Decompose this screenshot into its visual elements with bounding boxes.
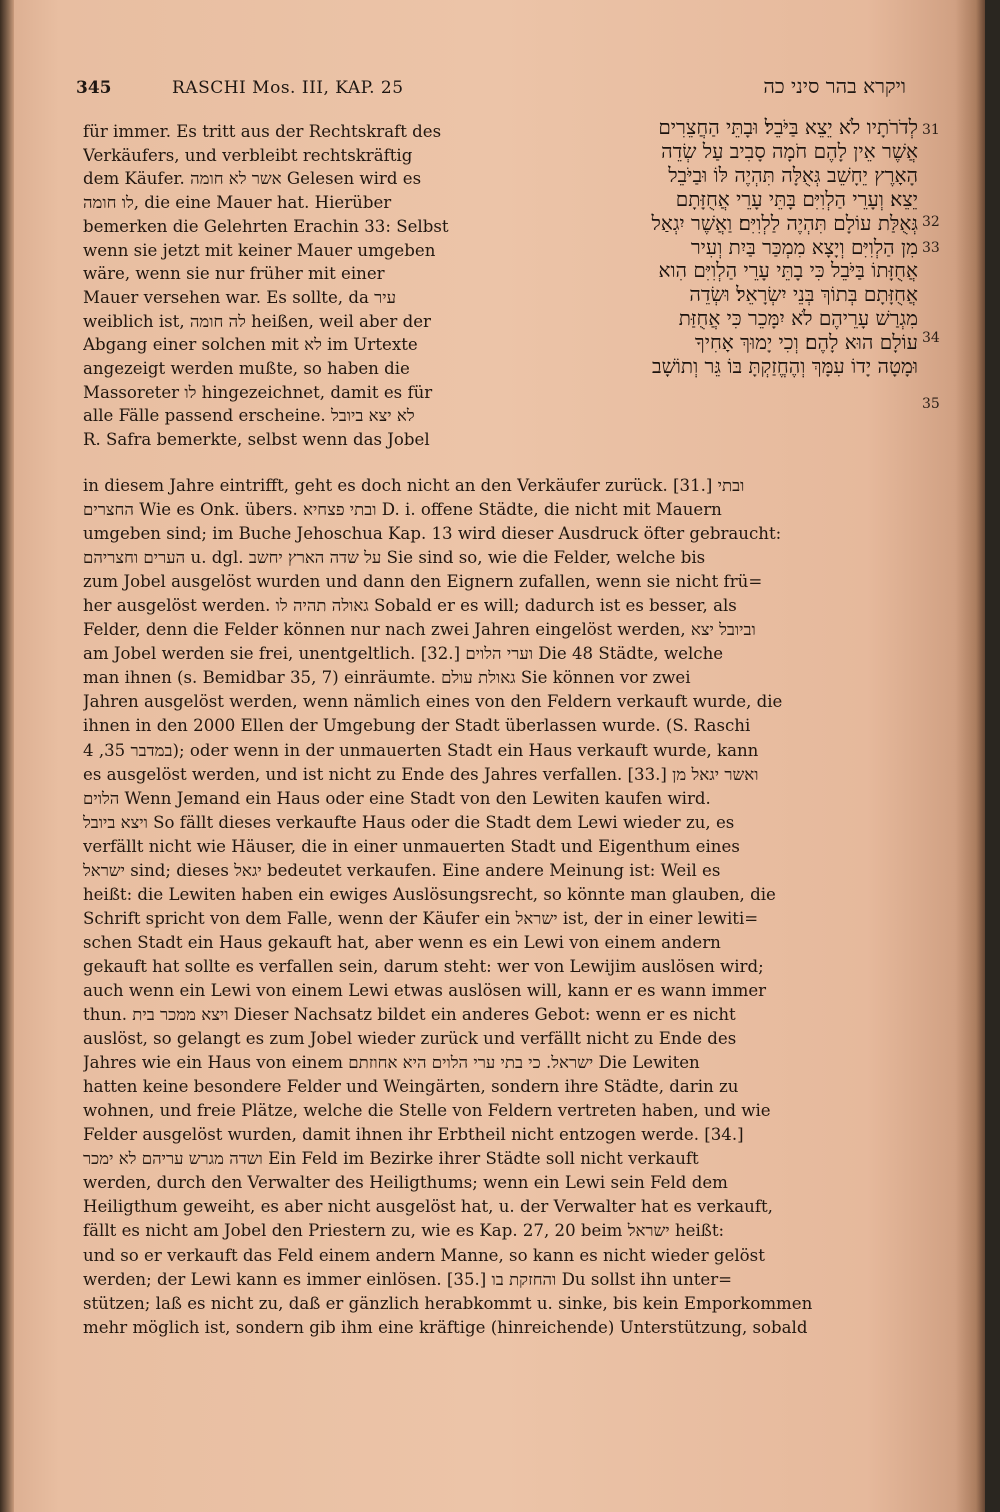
book-spine	[0, 0, 14, 1512]
commentary-line: auslöst, so gelangt es zum Jobel wieder zurück und verfällt nicht zu Ende des	[83, 1029, 737, 1049]
commentary-line: stützen; laß es nicht zu, daß er gänzlich herabkommt u. sinke, bis kein Emporkommen	[83, 1293, 813, 1313]
hebrew-line: הָאָרֶץ יֵחָשֵׁב גְּאֻלָּה תִּהְיֶה לּוֹ וּבַיֹּבֵל	[668, 163, 918, 187]
commentary-line: Felder, denn die Felder können nur nach zwei Jahren eingelöst werden, וביובל יצא	[83, 620, 756, 640]
commentary-line: Mauer versehen war. Es sollte, da עיר	[83, 287, 397, 307]
commentary-line: heißt: die Lewiten haben ein ewiges Auslösungsrecht, so könnte man glauben, die	[83, 884, 776, 904]
commentary-line: für immer. Es tritt aus der Rechtskraft des	[83, 122, 442, 141]
commentary-line: verfällt nicht wie Häuser, die in einer unmauerten Stadt und Eigenthum eines	[83, 836, 740, 856]
commentary-line: Jahren ausgelöst werden, wenn nämlich eines von den Feldern verkauft wurde, die	[83, 692, 783, 712]
hebrew-line: אֲחֻזָּתוֹ בַּיֹּבֵל כִּי בָתֵּי עָרֵי הַלְוִיִּם הִוא	[658, 259, 918, 283]
commentary-line: gekauft hat sollte es verfallen sein, darum steht: wer von Lewijim auslösen wird;	[83, 956, 764, 976]
commentary-line: her ausgelöst werden. גאולה תהיה לו Sobald er es will; dadurch ist es besser, als	[83, 596, 737, 616]
commentary-line: לו חומה, die eine Mauer hat. Hierüber	[83, 193, 392, 213]
hebrew-text-column	[518, 116, 918, 379]
commentary-line: umgeben sind; im Buche Jehoschua Kap. 13 wird dieser Ausdruck öfter gebraucht:	[83, 524, 782, 544]
commentary-line: Felder ausgelöst wurden, damit ihnen ihr Erbtheil nicht entzogen werde. [34.]	[83, 1125, 744, 1145]
verse-number: 32	[922, 214, 940, 230]
hebrew-line: אֲחֻזָּתָם בְּתוֹךְ בְּנֵי יִשְׂרָאֵל׃ וּשְׂדֵה	[689, 283, 918, 307]
commentary-line: הלוים Wenn Jemand ein Haus oder eine Stadt von den Lewiten kaufen wird.	[83, 788, 711, 808]
commentary-line: werden; der Lewi kann es immer einlösen. [35.] והחזקת בו Du sollst ihn unter=	[83, 1269, 733, 1289]
verse-number: 31	[922, 122, 940, 138]
commentary-line: Jahres wie ein Haus von einem ישראל. כי בתי ערי הלוים היא אחוזתם Die Lewiten	[83, 1053, 700, 1073]
verse-number: 34	[922, 330, 940, 346]
commentary-line: und so er verkauft das Feld einem andern Manne, so kann es nicht wieder gelöst	[83, 1245, 765, 1265]
verse-number: 33	[922, 240, 940, 256]
running-header	[76, 72, 926, 104]
hebrew-line: מִן הַלְוִיִּם וְיָצָא מִמְכַּר בַּיִת וְעִיר	[690, 235, 918, 259]
commentary-line: fällt es nicht am Jobel den Priestern zu, wie es Kap. 27, 20 beim ישראל heißt:	[83, 1221, 725, 1241]
commentary-line: dem Käufer. אשר לא חומה Gelesen wird es	[83, 169, 422, 189]
commentary-line: werden, durch den Verwalter des Heiligthums; wenn ein Lewi sein Feld dem	[83, 1173, 728, 1193]
commentary-line: Heiligthum geweiht, es aber nicht ausgelöst hat, u. der Verwalter hat es verkauft,	[83, 1197, 773, 1217]
hebrew-line: וּמָטָה יָדוֹ עִמָּךְ וְהֶחֱזַקְתָּ בּוֹ גֵּר וְתוֹשָׁב	[651, 355, 918, 379]
commentary-line: הערים וחצריהם u. dgl. על שדה הארץ יחשב Sie sind so, wie die Felder, welche bis	[83, 548, 706, 568]
commentary-line: zum Jobel ausgelöst wurden und dann den Eignern zufallen, wenn sie nicht frü=	[83, 572, 763, 592]
commentary-line: alle Fälle passend erscheine. לא יצא ביובל	[83, 406, 415, 426]
running-title: RASCHI Mos. III, KAP. 25	[172, 78, 404, 98]
verse-number: 35	[922, 396, 940, 412]
hebrew-line: מִגְרַשׁ עָרֵיהֶם לֹא יִמָּכֵר כִּי אֲחֻזַּת	[678, 307, 918, 331]
commentary-line: ושדה מגרש עריהם לא ימכר Ein Feld im Bezirke ihrer Städte soll nicht verkauft	[83, 1149, 699, 1169]
commentary-line: es ausgelöst werden, und ist nicht zu Ende des Jahres verfallen. [33.] ואשר יגאל מן	[83, 764, 759, 784]
commentary-left-column	[83, 120, 513, 452]
commentary-line: ihnen in den 2000 Ellen der Umgebung der Stadt überlassen wurde. (S. Raschi	[83, 716, 751, 736]
commentary-line: Verkäufers, und verbleibt rechtskräftig	[83, 145, 413, 165]
commentary-line: wenn sie jetzt mit keiner Mauer umgeben	[83, 240, 436, 260]
commentary-line: ישראל sind; dieses יגאל bedeutet verkaufen. Eine andere Meinung ist: Weil es	[83, 860, 721, 880]
hebrew-line: יֵצֵא׃ וְעָרֵי הַלְוִיִּם בָּתֵּי עָרֵי אֲחֻזָּתָם	[675, 187, 918, 211]
hebrew-line: גְּאֻלַּת עוֹלָם תִּהְיֶה לַלְוִיִּם׃ וַאֲשֶׁר יִגְאַל	[651, 211, 918, 235]
commentary-line: man ihnen (s. Bemidbar 35, 7) einräumte. גאולת עולם Sie können vor zwei	[83, 668, 691, 688]
commentary-full-width	[83, 474, 913, 1340]
hebrew-title: ויקרא בהר סיני כה	[763, 74, 906, 98]
commentary-line: ויצא ביובל So fällt dieses verkaufte Haus oder die Stadt dem Lewi wieder zu, es	[83, 812, 735, 832]
commentary-line: in diesem Jahre eintrifft, geht es doch nicht an den Verkäufer zurück. [31.] ובתי	[83, 476, 745, 495]
commentary-line: mehr möglich ist, sondern gib ihm eine kräftige (hinreichende) Unterstützung, sobald	[83, 1317, 808, 1337]
commentary-line: R. Safra bemerkte, selbst wenn das Jobel	[83, 430, 430, 450]
hebrew-line: עוֹלָם הוּא לָהֶם׃ וְכִי יָמוּךְ אָחִיךָ	[694, 331, 918, 355]
commentary-line: Abgang einer solchen mit לא im Urtexte	[83, 335, 418, 355]
commentary-line: weiblich ist, לה חומה heißen, weil aber der	[83, 311, 431, 331]
commentary-line: angezeigt werden mußte, so haben die	[83, 359, 410, 379]
page-number: 345	[76, 78, 112, 98]
commentary-line: wohnen, und freie Plätze, welche die Stelle von Feldern vertreten haben, und wie	[83, 1101, 771, 1121]
commentary-line: Massoreter לו hingezeichnet, damit es für	[83, 382, 433, 402]
commentary-line: החצרים Wie es Onk. übers. ובתי פצחיא D. i. offene Städte, die nicht mit Mauern	[83, 500, 722, 520]
commentary-line: auch wenn ein Lewi von einem Lewi etwas auslösen will, kann er es wann immer	[83, 980, 767, 1000]
hebrew-line: לְדֹרֹתָיו לֹא יֵצֵא בַּיֹּבֵל׃ וּבָתֵּי הַחֲצֵרִים	[658, 116, 918, 139]
commentary-line: במדבר 35, 4); oder wenn in der unmauerten Stadt ein Haus verkauft wurde, kann	[83, 740, 759, 760]
commentary-line: bemerken die Gelehrten Erachin 33: Selbst	[83, 216, 449, 236]
commentary-line: Schrift spricht von dem Falle, wenn der Käufer ein ישראל ist, der in einer lewiti=	[83, 908, 759, 928]
commentary-line: thun. ויצא ממכר בית Dieser Nachsatz bildet ein anderes Gebot: wenn er es nicht	[83, 1005, 736, 1025]
page-edge	[955, 0, 985, 1512]
commentary-line: am Jobel werden sie frei, unentgeltlich. [32.] וערי הלוים Die 48 Städte, welche	[83, 644, 724, 664]
commentary-line: schen Stadt ein Haus gekauft hat, aber wenn es ein Lewi von einem andern	[83, 932, 721, 952]
commentary-line: wäre, wenn sie nur früher mit einer	[83, 264, 385, 284]
hebrew-line: אֲשֶׁר אֵין לָהֶם חֹמָה סָבִיב עַל שְׂדֵה	[661, 139, 918, 163]
commentary-line: hatten keine besondere Felder und Weingärten, sondern ihre Städte, darin zu	[83, 1077, 739, 1097]
